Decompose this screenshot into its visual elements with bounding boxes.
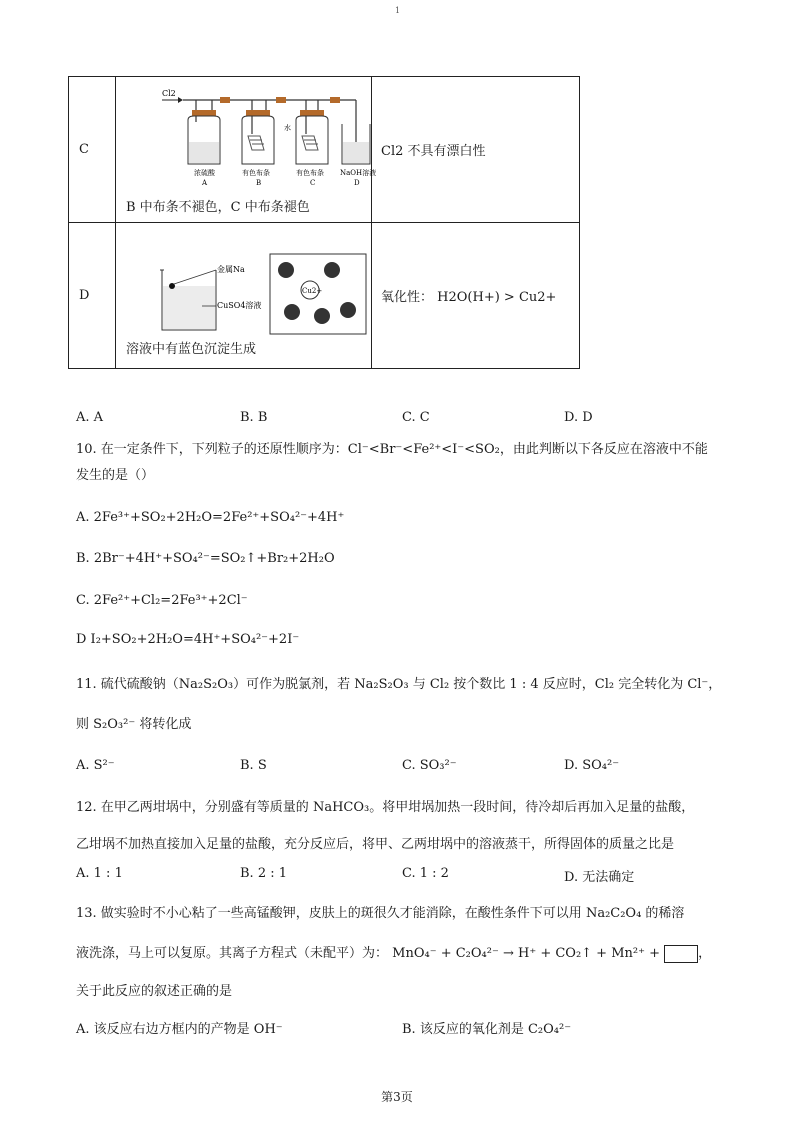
row-d-conclusion-prefix: 氧化性： bbox=[381, 290, 434, 305]
water-molecule-4 bbox=[314, 308, 330, 324]
q13-stem-line2-suffix: ， bbox=[698, 946, 712, 961]
row-c-diagram-cell bbox=[116, 77, 377, 223]
water-molecule-1 bbox=[278, 262, 294, 278]
q10-stem-line2: 发生的是（） bbox=[76, 468, 155, 483]
q13-choice-b[interactable]: B. 该反应的氧化剂是 C₂O₄²⁻ bbox=[402, 1022, 572, 1037]
options-table bbox=[68, 76, 580, 369]
q11-stem-line1: 11. 硫代硫酸钠（Na₂S₂O₃）可作为脱氯剂，若 Na₂S₂O₃ 与 Cl₂ 按个数比 1 : 4 反应时，Cl₂ 完全转化为 Cl⁻， bbox=[76, 677, 722, 692]
row-d-caption: 溶液中有蓝色沉淀生成 bbox=[126, 342, 257, 357]
row-c-conclusion: Cl2 不具有漂白性 bbox=[372, 77, 580, 223]
row-d-label: D bbox=[69, 223, 116, 369]
q13-equation: MnO₄⁻ + C₂O₄²⁻ → H⁺ + CO₂↑ + Mn²⁺ + bbox=[392, 946, 660, 961]
q11-choice-b[interactable]: B. S bbox=[240, 758, 267, 773]
label-d: NaOH溶液 bbox=[340, 169, 377, 177]
dry-cloth-strip bbox=[248, 136, 264, 150]
q11-stem-line2: 则 S₂O₃²⁻ 将转化成 bbox=[76, 717, 192, 732]
bottle-b bbox=[242, 110, 274, 164]
page-footer: 第3页 bbox=[381, 1090, 413, 1104]
q10-stem-line1: 10. 在一定条件下，下列粒子的还原性顺序为：Cl⁻<Br⁻<Fe²⁺<I⁻<SO₂，由此判断以下各反应在溶液中不能 bbox=[76, 442, 708, 457]
table-row-d bbox=[69, 223, 580, 369]
solution-label: CuSO4溶液 bbox=[217, 301, 262, 310]
q12-stem-line1: 12. 在甲乙两坩埚中，分别盛有等质量的 NaHCO₃。将甲坩埚加热一段时间，待冷却后再加入足量的盐酸， bbox=[76, 800, 695, 815]
label-b: 有色布条 bbox=[242, 169, 270, 177]
q10-option-c[interactable]: C. 2Fe²⁺+Cl₂=2Fe³⁺+2Cl⁻ bbox=[76, 593, 248, 608]
q13-stem-line3: 关于此反应的叙述正确的是 bbox=[76, 984, 233, 999]
q9-choice-d[interactable]: D. D bbox=[564, 410, 593, 425]
sodium-label: 金属Na bbox=[217, 265, 245, 274]
q12-choice-b[interactable]: B. 2 : 1 bbox=[240, 866, 288, 881]
row-c-caption: B 中布条不褪色，C 中布条褪色 bbox=[126, 200, 310, 215]
table-row-c bbox=[69, 77, 580, 223]
q9-choice-b[interactable]: B. B bbox=[240, 410, 268, 425]
chlorine-apparatus-diagram bbox=[116, 84, 377, 194]
q11-choice-d[interactable]: D. SO₄²⁻ bbox=[564, 758, 620, 773]
page-marker: 1 bbox=[395, 6, 401, 15]
q12-stem-line2: 乙坩埚不加热直接加入足量的盐酸，充分反应后，将甲、乙两坩埚中的溶液蒸干，所得固体的质量之比是 bbox=[76, 837, 675, 852]
q10-option-d[interactable]: D I₂+SO₂+2H₂O=4H⁺+SO₄²⁻+2I⁻ bbox=[76, 632, 300, 647]
q12-choice-a[interactable]: A. 1 : 1 bbox=[76, 866, 123, 881]
answer-blank-box[interactable] bbox=[664, 945, 698, 963]
q13-stem-line1: 13. 做实验时不小心粘了一些高锰酸钾，皮肤上的斑很久才能消除，在酸性条件下可以用 Na₂C₂O₄ 的稀溶 bbox=[76, 906, 685, 921]
letter-b: B bbox=[256, 179, 262, 187]
water-molecule-3 bbox=[284, 304, 300, 320]
label-c: 有色布条 bbox=[296, 169, 324, 177]
row-c-label: C bbox=[69, 77, 116, 223]
sodium-copper-sulfate-diagram bbox=[116, 234, 371, 336]
q11-choice-a[interactable]: A. S²⁻ bbox=[76, 758, 115, 773]
q12-choice-d[interactable]: D. 无法确定 bbox=[564, 870, 635, 885]
letter-c: C bbox=[310, 179, 316, 187]
q9-choice-c[interactable]: C. C bbox=[402, 410, 430, 425]
q13-stem-line2 bbox=[76, 944, 711, 964]
label-a: 浓硫酸 bbox=[194, 169, 215, 177]
row-d-conclusion bbox=[372, 223, 580, 369]
q13-choice-a[interactable]: A. 该反应右边方框内的产物是 OH⁻ bbox=[76, 1022, 283, 1037]
rubber-connector-1 bbox=[220, 97, 230, 103]
copper-ion-label: Cu2+ bbox=[302, 287, 323, 295]
q13-stem-line2-prefix: 液洗涤，马上可以复原。其离子方程式（未配平）为： bbox=[76, 946, 389, 961]
bottle-a bbox=[188, 110, 220, 164]
water-label: 水 bbox=[284, 124, 291, 132]
q10-option-a[interactable]: A. 2Fe³⁺+SO₂+2H₂O=2Fe²⁺+SO₄²⁻+4H⁺ bbox=[76, 510, 345, 525]
q9-choice-a[interactable]: A. A bbox=[76, 410, 104, 425]
gas-label: Cl2 bbox=[162, 89, 176, 98]
q12-choice-c[interactable]: C. 1 : 2 bbox=[402, 866, 449, 881]
q11-choice-c[interactable]: C. SO₃²⁻ bbox=[402, 758, 457, 773]
water-molecule-5 bbox=[340, 302, 356, 318]
letter-d: D bbox=[354, 179, 360, 187]
wet-cloth-strip bbox=[302, 136, 318, 150]
letter-a: A bbox=[202, 179, 208, 187]
row-d-diagram-cell bbox=[116, 223, 372, 369]
rubber-connector-3 bbox=[330, 97, 340, 103]
q10-option-b[interactable]: B. 2Br⁻+4H⁺+SO₄²⁻=SO₂↑+Br₂+2H₂O bbox=[76, 551, 335, 566]
rubber-connector-2 bbox=[276, 97, 286, 103]
row-d-conclusion-formula: H2O(H+) > Cu2+ bbox=[437, 290, 557, 305]
water-molecule-2 bbox=[324, 262, 340, 278]
